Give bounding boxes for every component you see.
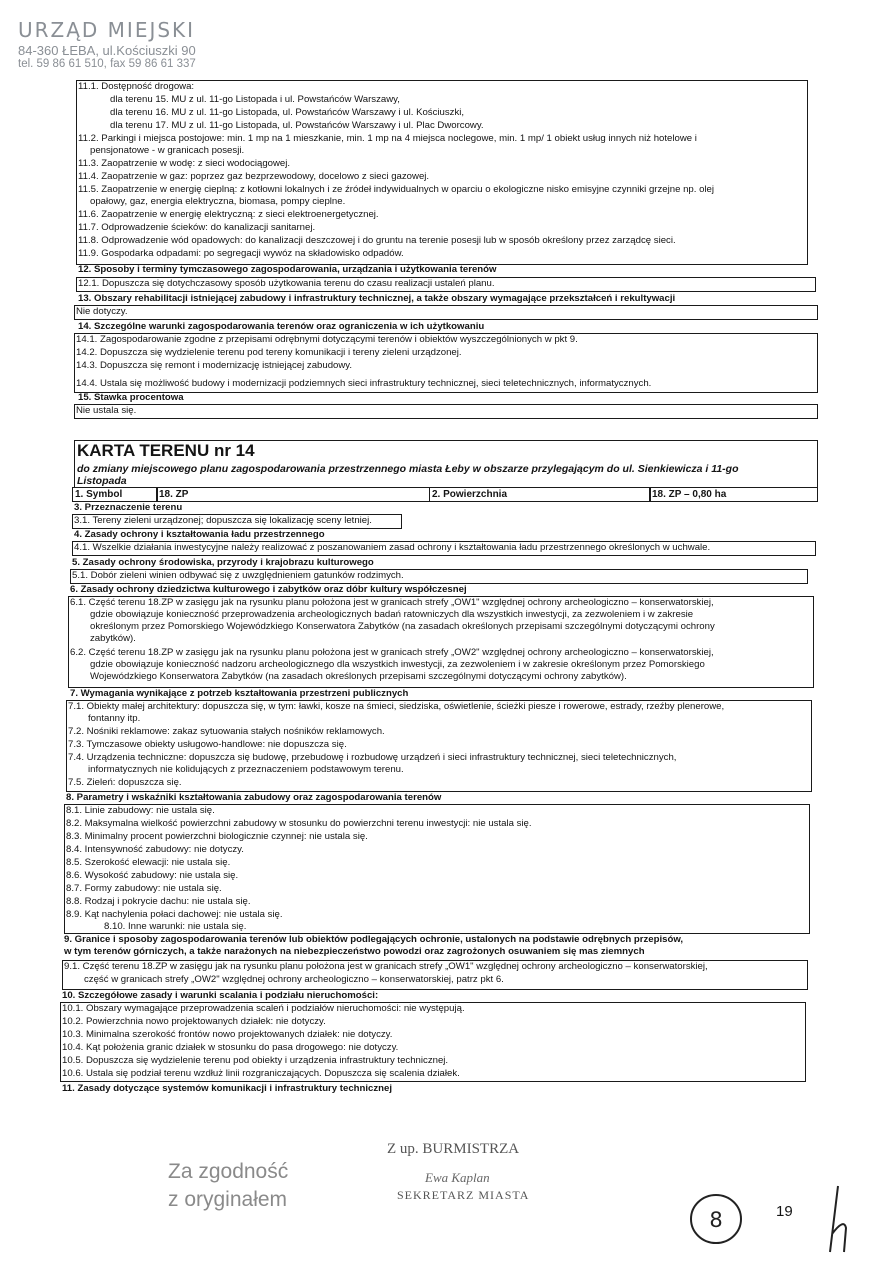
section-heading-cont: w tym terenów górniczych, a także narażonych na niebezpieczeństwo powodzi oraz zagrożonych osuwaniem się mas ziemnych (64, 946, 645, 957)
circled-number-mark (688, 1190, 748, 1248)
text-row: 14.3. Dopuszcza się remont i modernizację istniejącej zabudowy. (76, 360, 353, 371)
text-row: 10.1. Obszary wymagające przeprowadzenia scaleń i podziałów nieruchomości: nie występują. (62, 1003, 465, 1014)
text-row: 3.1. Tereny zieleni urządzonej; dopuszcza się lokalizację sceny letniej. (74, 515, 372, 526)
text-row: 14.1. Zagospodarowanie zgodne z przepisami odrębnymi dotyczącymi terenów i obiektów wyszczególnionych w pkt 9. (76, 334, 578, 345)
symbol-label: 1. Symbol (72, 487, 158, 502)
certification-stamp (168, 1158, 288, 1214)
text-row: 11.2. Parkingi i miejsca postojowe: min. 1 mp na 1 mieszkanie, min. 1 mp na 4 miejsca noclegowe, min. 1 mp/ 1 obiekt usług innych niż hotelowe i (78, 133, 697, 144)
text-row: 8.1. Linie zabudowy: nie ustala się. (66, 805, 215, 816)
initials-mark (818, 1182, 858, 1257)
text-row: 10.6. Ustala się podział terenu wzdłuż linii rozgraniczających. Dopuszcza się scalenia działek. (62, 1068, 460, 1079)
text-row: 8.2. Maksymalna wielkość powierzchni zabudowy w stosunku do powierzchni terenu inwestycji: nie ustala się. (66, 818, 532, 829)
circled-number: 8 (709, 1208, 723, 1232)
text-row: 11.7. Odprowadzenie ścieków: do kanalizacji sanitarnej. (78, 222, 316, 233)
certify-line2: z oryginałem (168, 1188, 288, 1211)
text-row: dla terenu 17. MU z ul. 11-go Listopada, ul. Powstańców Warszawy i ul. Plac Dworcowy. (110, 120, 484, 131)
text-row: 11.5. Zaopatrzenie w energię cieplną: z kotłowni lokalnych i ze źródeł indywidualnych w oparciu o ekologiczne nisko emisyjne czynniki grzejne np. olej (78, 184, 715, 195)
text-row: 10.5. Dopuszcza się wydzielenie terenu pod obiekty i urządzenia infrastruktury technicznej. (62, 1055, 449, 1066)
text-row: 11.9. Gospodarka odpadami: po segregacji wywóz na składowisko odpadów. (78, 248, 404, 259)
text-row: pensjonatowe - w granicach posesji. (90, 145, 245, 156)
section-heading: 6. Zasady ochrony dziedzictwa kulturowego i zabytków oraz dóbr kultury współczesnej (70, 584, 467, 595)
text-row: 12.1. Dopuszcza się dotychczasowy sposób użytkowania terenu do czasu realizacji ustaleń planu. (78, 278, 495, 289)
text-row: Nie ustala się. (76, 405, 137, 416)
text-row: 7.2. Nośniki reklamowe: zakaz sytuowania stałych nośników reklamowych. (68, 726, 385, 737)
text-row: 8.3. Minimalny procent powierzchni biologicznie czynnej: nie ustala się. (66, 831, 368, 842)
text-box (74, 305, 818, 320)
text-row: 7.4. Urządzenia techniczne: dopuszcza się budowę, przebudowę i rozbudowę urządzeń i sieci infrastruktury technicznej, sieci teletechnicznych, (68, 752, 677, 763)
certify-line1: Za zgodność (168, 1160, 289, 1183)
text-row: 10.4. Kąt położenia granic działek w stosunku do pasa drogowego: nie dotyczy. (62, 1042, 399, 1053)
text-row: 11.4. Zaopatrzenie w gaz: poprzez gaz bezprzewodowy, docelowo z sieci gazowej. (78, 171, 430, 182)
stamp-office-name: URZĄD MIEJSKI (18, 18, 196, 42)
text-row: zabytków). (90, 633, 136, 644)
text-row: 7.1. Obiekty małej architektury: dopuszcza się, w tym: ławki, kosze na śmieci, siedziska, oświetlenie, ścieżki piesze i rowerowe, estrady, rzeźby plenerowe, (68, 701, 725, 712)
karta-title: KARTA TERENU nr 14 (77, 441, 255, 460)
text-row: 7.5. Zieleń: dopuszcza się. (68, 777, 182, 788)
mayor-stamp: Z up. BURMISTRZA (387, 1141, 520, 1157)
section-heading: 7. Wymagania wynikające z potrzeb kształtowania przestrzeni publicznych (70, 688, 409, 699)
area-label: 2. Powierzchnia (429, 487, 651, 502)
text-row: gdzie obowiązuje konieczność nadzoru archeologicznego dla wszystkich inwestycji, za zezwoleniem i w zakresie określonym przez Pomorskiego (90, 659, 705, 670)
text-row: Nie dotyczy. (76, 306, 128, 317)
section-heading: 15. Stawka procentowa (78, 392, 184, 403)
text-row: 14.4. Ustala się możliwość budowy i modernizacji podziemnych sieci infrastruktury technicznej, sieci teletechnicznych, informatycznych. (76, 378, 652, 389)
text-row: dla terenu 15. MU z ul. 11-go Listopada i ul. Powstańców Warszawy, (110, 94, 400, 105)
text-row: określonym przez Pomorskiego Wojewódzkiego Konserwatora Zabytków (na zasadach określonych przepisami szczególnymi dotyczącymi ochrony (90, 621, 715, 632)
text-row: 11.8. Odprowadzenie wód opadowych: do kanalizacji deszczowej i do gruntu na terenie posesji lub w sposób określony przez zarządcę sieci. (78, 235, 676, 246)
section-heading: 11. Zasady dotyczące systemów komunikacji i infrastruktury technicznej (62, 1083, 393, 1094)
text-row: 6.1. Część terenu 18.ZP w zasięgu jak na rysunku planu położona jest w granicach strefy „OW1" względnej ochrony archeologiczno – konserwatorskiej, (70, 597, 714, 608)
section-heading: 13. Obszary rehabilitacji istniejącej zabudowy i infrastruktury technicznej, a także obszary wymagające przekształceń i rekultywacji (78, 293, 676, 304)
section-heading: 8. Parametry i wskaźniki kształtowania zabudowy oraz zagospodarowania terenów (66, 792, 442, 803)
text-row: 5.1. Dobór zieleni winien odbywać się z uwzględnieniem gatunków rodzimych. (72, 570, 404, 581)
text-row: 6.2. Część terenu 18.ZP w zasięgu jak na rysunku planu położona jest w granicach strefy „OW2" względnej ochrony archeologiczno – konserwatorskiej, (70, 647, 714, 658)
text-row: dla terenu 16. MU z ul. 11-go Listopada, ul. Powstańców Warszawy i ul. Kościuszki, (110, 107, 465, 118)
text-box (74, 404, 818, 419)
text-row: 8.4. Intensywność zabudowy: nie dotyczy. (66, 844, 244, 855)
text-row: część w granicach strefy „OW2" względnej ochrony archeologiczno – konserwatorskiej, patrz pkt 6. (84, 974, 504, 985)
area-value: 18. ZP – 0,80 ha (649, 487, 818, 502)
text-row: informatycznych nie kolidujących z przeznaczeniem podstawowym terenu. (88, 764, 404, 775)
text-row: 8.10. Inne warunki: nie ustala się. (104, 921, 247, 932)
text-row: 14.2. Dopuszcza się wydzielenie terenu pod tereny komunikacji i tereny zieleni urządzonej. (76, 347, 462, 358)
text-row: 11.1. Dostępność drogowa: (78, 81, 195, 92)
section-heading: 5. Zasady ochrony środowiska, przyrody i krajobrazu kulturowego (72, 557, 374, 568)
section-heading: 9. Granice i sposoby zagospodarowania terenów lub obiektów podlegających ochronie, ustalonych na podstawie odrębnych przepisów, (64, 934, 684, 945)
office-stamp (18, 20, 196, 71)
text-row: 4.1. Wszelkie działania inwestycyjne należy realizować z poszanowaniem zasad ochrony i kształtowania ładu przestrzennego określonych w uchwale. (74, 542, 711, 553)
page-number: 19 (776, 1203, 793, 1220)
text-row: 10.3. Minimalna szerokość frontów nowo projektowanych działek: nie dotyczy. (62, 1029, 393, 1040)
section-heading: 3. Przeznaczenie terenu (74, 502, 183, 513)
karta-subtitle-cont: Listopada (77, 475, 127, 487)
text-row: opałowy, gaz, energia elektryczna, biomasa, pompy cieplne. (90, 196, 346, 207)
symbol-value: 18. ZP (156, 487, 430, 502)
text-row: Wojewódzkiego Konserwatora Zabytków (na zasadach określonych przepisami szczególnymi dotyczącymi ochrony zabytków). (90, 671, 627, 682)
text-row: 8.6. Wysokość zabudowy: nie ustala się. (66, 870, 239, 881)
text-row: 7.3. Tymczasowe obiekty usługowo-handlowe: nie dopuszcza się. (68, 739, 347, 750)
text-row: fontanny itp. (88, 713, 141, 724)
text-row: 9.1. Część terenu 18.ZP w zasięgu jak na rysunku planu położona jest w granicach strefy „OW1" względnej ochrony archeologiczno – konserwatorskiej, (64, 961, 708, 972)
text-row: 8.5. Szerokość elewacji: nie ustala się. (66, 857, 231, 868)
stamp-address: 84-360 ŁEBA, ul.Kościuszki 90 (18, 43, 196, 58)
stamp-phone: tel. 59 86 61 510, fax 59 86 61 337 (18, 58, 196, 70)
text-row: 8.8. Rodzaj i pokrycie dachu: nie ustala się. (66, 896, 251, 907)
text-row: gdzie obowiązuje konieczność przeprowadzenia archeologicznych badań ratowniczych dla wszystkich inwestycji, za zezwoleniem i w zakresie (90, 609, 694, 620)
signature: Ewa Kaplan (425, 1170, 490, 1185)
section-heading: 12. Sposoby i terminy tymczasowego zagospodarowania, urządzania i użytkowania terenów (78, 264, 497, 275)
section-heading: 4. Zasady ochrony i kształtowania ładu przestrzennego (74, 529, 325, 540)
text-row: 11.3. Zaopatrzenie w wodę: z sieci wodociągowej. (78, 158, 291, 169)
section-heading: 14. Szczególne warunki zagospodarowania terenów oraz ograniczenia w ich użytkowaniu (78, 321, 485, 332)
text-row: 8.9. Kąt nachylenia połaci dachowej: nie ustala się. (66, 909, 283, 920)
text-row: 8.7. Formy zabudowy: nie ustala się. (66, 883, 222, 894)
section-heading: 10. Szczegółowe zasady i warunki scalania i podziału nieruchomości: (62, 990, 379, 1001)
karta-subtitle: do zmiany miejscowego planu zagospodarowania przestrzennego miasta Łeby w obszarze przylegającym do ul. Sienkiewicza i 11-go (77, 463, 739, 475)
text-row: 11.6. Zaopatrzenie w energię elektryczną: z sieci elektroenergetycznej. (78, 209, 379, 220)
signer-position: SEKRETARZ MIASTA (397, 1188, 530, 1202)
text-row: 10.2. Powierzchnia nowo projektowanych działek: nie dotyczy. (62, 1016, 326, 1027)
